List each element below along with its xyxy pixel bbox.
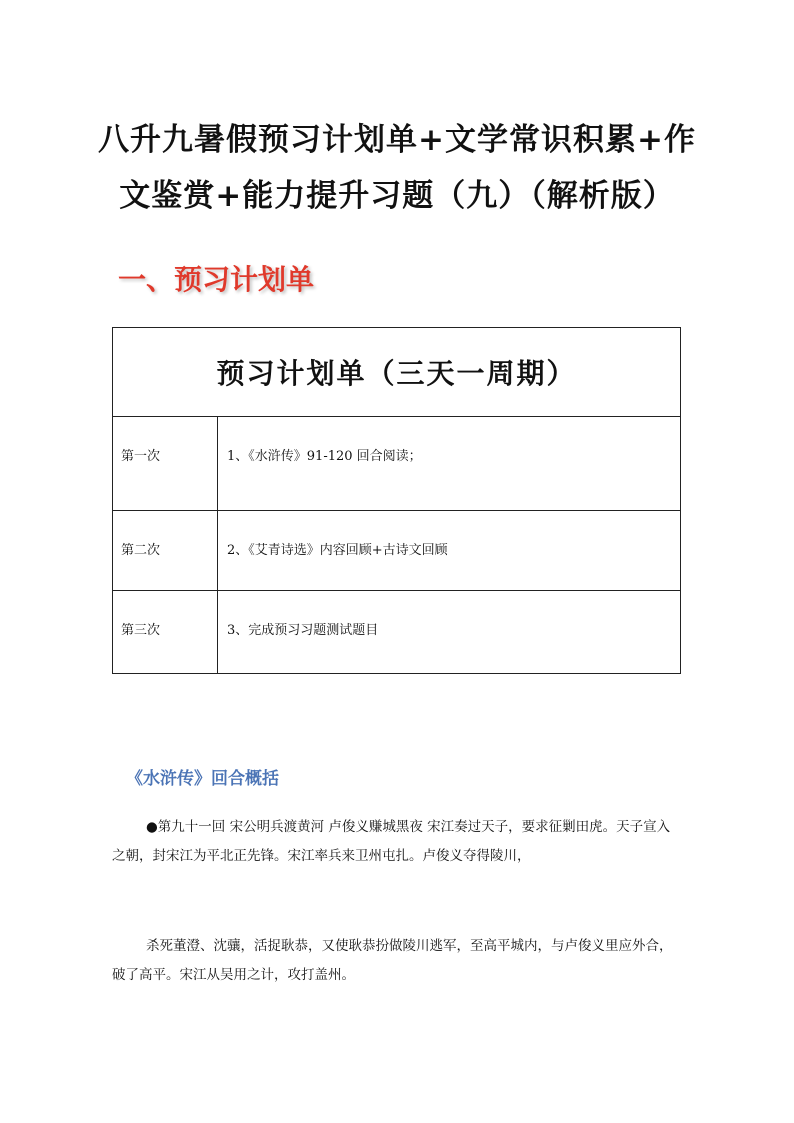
- plan-table: [112, 327, 681, 674]
- plan-table-header: 预习计划单（三天一周期）: [113, 328, 681, 417]
- section-heading: 一、预习计划单: [118, 263, 315, 296]
- row-label: 第三次: [113, 591, 218, 674]
- table-row: [113, 591, 681, 674]
- sub-heading: 《水浒传》回合概括: [126, 769, 279, 789]
- table-row: [113, 417, 681, 511]
- row-task: 2、《艾青诗选》内容回顾+古诗文回顾: [218, 511, 681, 591]
- row-label: 第二次: [113, 511, 218, 591]
- table-row: [113, 511, 681, 591]
- document-title: 八升九暑假预习计划单+文学常识积累+作文鉴赏+能力提升习题（九）（解析版）: [98, 122, 696, 214]
- paragraph: ●第九十一回 宋公明兵渡黄河 卢俊义赚城黑夜 宋江奏过天子，要求征剿田虎。天子宣入之朝，封宋江为平北正先锋。宋江率兵来卫州屯扎。卢俊义夺得陵川，: [112, 819, 671, 864]
- row-task: 1、《水浒传》91-120 回合阅读；: [218, 417, 681, 511]
- row-label: 第一次: [113, 417, 218, 511]
- paragraph: 杀死董澄、沈骧，活捉耿恭，又使耿恭扮做陵川逃军，至高平城内，与卢俊义里应外合，破了高平。宋江从吴用之计，攻打盖州。: [112, 938, 673, 983]
- row-task: 3、完成预习习题测试题目: [218, 591, 681, 674]
